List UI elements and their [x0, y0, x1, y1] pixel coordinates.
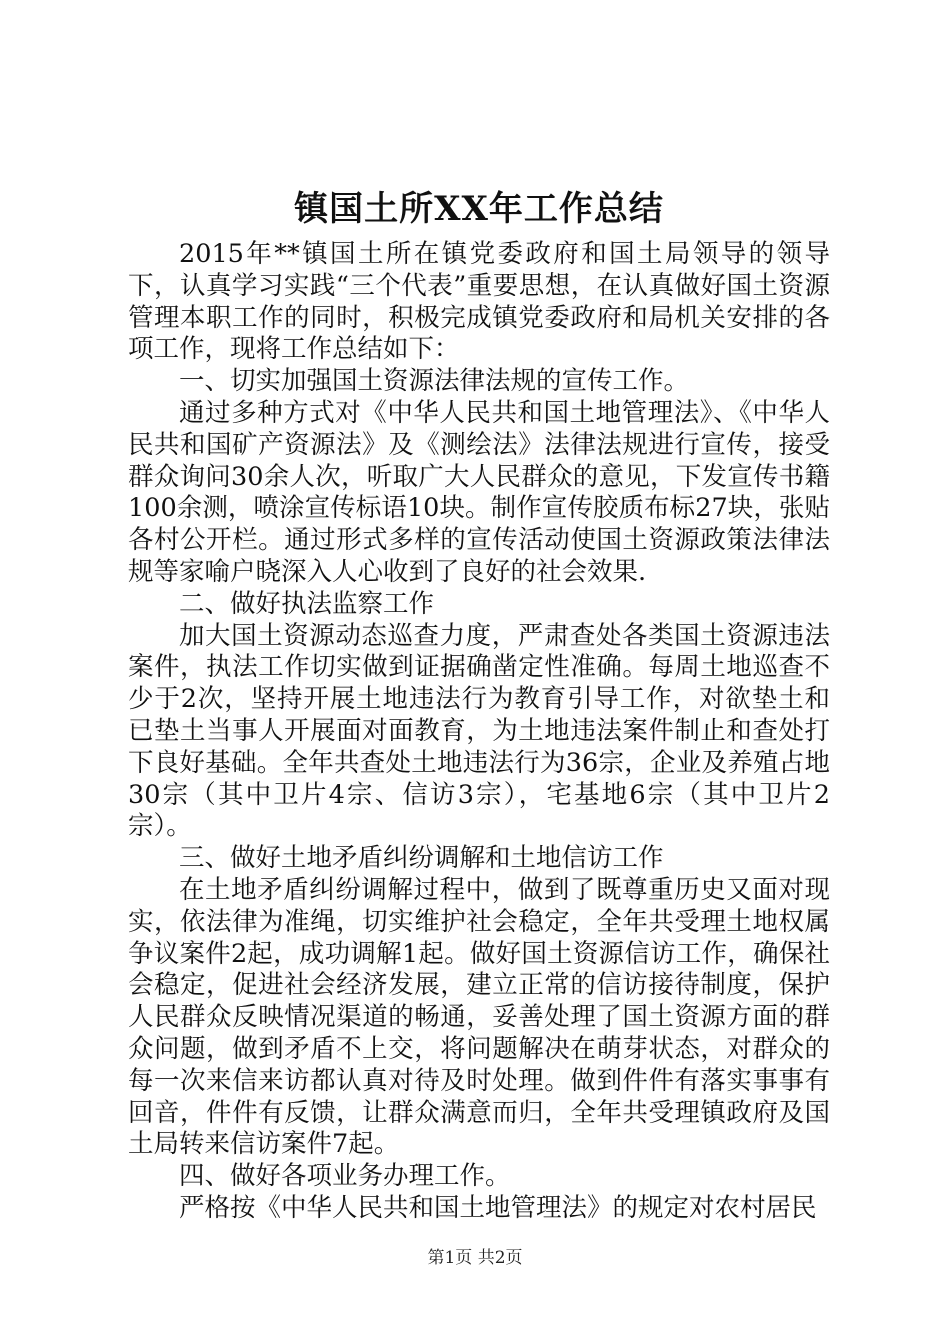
paragraph-enforcement: 加大国土资源动态巡查力度，严肃查处各类国土资源违法案件，执法工作切实做到证据确凿定性准确。每周土地巡查不少于2次，坚持开展土地违法行为教育引导工作，对欲垫土和已垫土当事人开展面对面教育，为土地违法案件制止和查处打下良好基础。全年共查处土地违法行为36宗，企业及养殖占地30宗（其中卫片4宗、信访3宗），宅基地6宗（其中卫片2宗）。 — [128, 620, 830, 842]
document-title: 镇国土所XX年工作总结 — [294, 189, 664, 229]
page-number-footer: 第1页 共2页 — [427, 1248, 523, 1268]
paragraph-mediation: 在土地矛盾纠纷调解过程中，做到了既尊重历史又面对现实，依法律为准绳，切实维护社会稳定，全年共受理土地权属争议案件2起，成功调解1起。做好国土资源信访工作，确保社会稳定，促进社会经济发展，建立正常的信访接待制度，保护人民群众反映情况渠道的畅通，妥善处理了国土资源方面的群众问题，做到矛盾不上交，将问题解决在萌芽状态，对群众的每一次来信来访都认真对待及时处理。做到件件有落实事事有回音，件件有反馈，让群众满意而归，全年共受理镇政府及国土局转来信访案件7起。 — [128, 874, 830, 1160]
paragraph-intro: 2015年**镇国土所在镇党委政府和国土局领导的领导下，认真学习实践“三个代表”重要思想，在认真做好国土资源管理本职工作的同时，积极完成镇党委政府和局机关安排的各项工作，现将工作总结如下： — [128, 239, 830, 365]
section-heading-3: 三、做好土地矛盾纠纷调解和土地信访工作 — [179, 843, 664, 874]
section-heading-1: 一、切实加强国土资源法律法规的宣传工作。 — [179, 366, 690, 397]
section-heading-2: 二、做好执法监察工作 — [179, 588, 435, 619]
paragraph-business: 严格按《中华人民共和国土地管理法》的规定对农村居民 — [179, 1192, 817, 1223]
document-body — [128, 239, 830, 1225]
paragraph-publicity: 通过多种方式对《中华人民共和国土地管理法》、《中华人民共和国矿产资源法》及《测绘法》法律法规进行宣传，接受群众询问30余人次，听取广大人民群众的意见，下发宣传书籍100余测，喷涂宣传标语10块。制作宣传胶质布标27块，张贴各村公开栏。通过形式多样的宣传活动使国土资源政策法律法规等家喻户晓深入人心收到了良好的社会效果. — [128, 397, 830, 587]
section-heading-4: 四、做好各项业务办理工作。 — [179, 1161, 511, 1192]
document-page — [128, 0, 830, 1344]
